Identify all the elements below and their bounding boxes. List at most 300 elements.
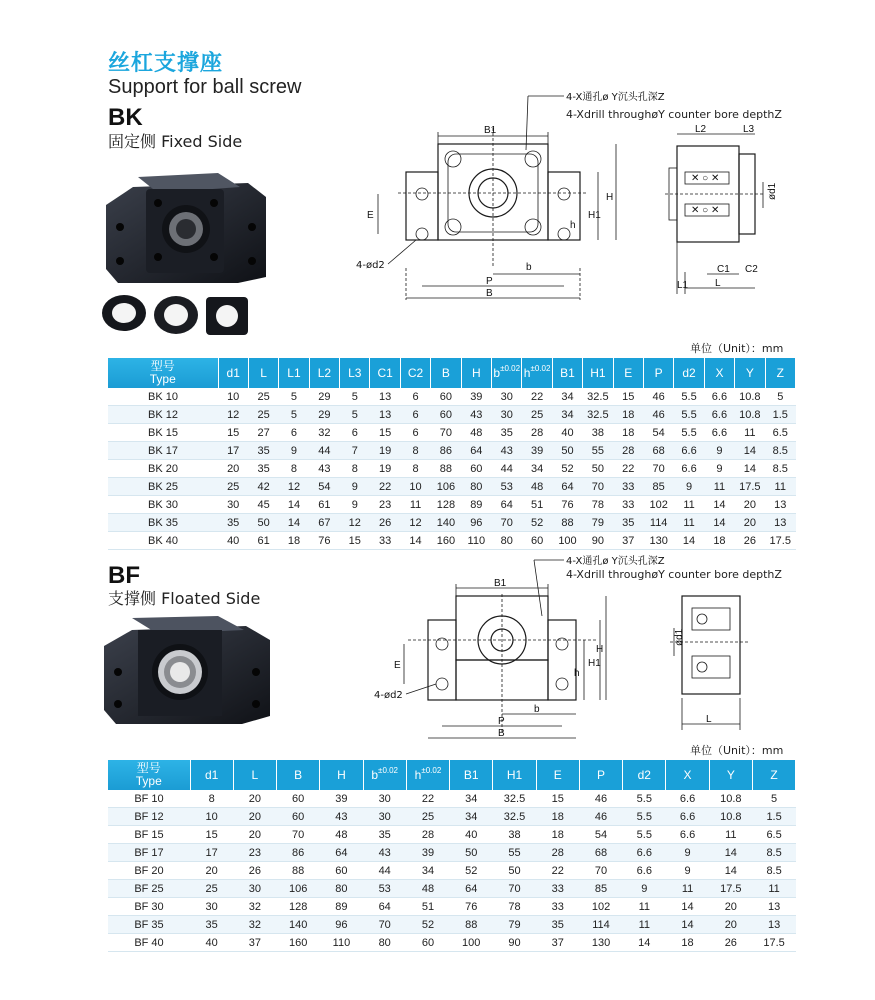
bk-value-cell: 23	[370, 496, 400, 514]
bk-value-cell: 20	[735, 514, 765, 532]
bf-value-cell: 30	[233, 880, 276, 898]
bk-value-cell: 110	[461, 532, 491, 550]
bk-value-cell: 88	[431, 460, 461, 478]
bf-value-cell: 5	[752, 790, 795, 808]
bf-dim-h1: H1	[588, 658, 601, 669]
bk-value-cell: 32.5	[583, 406, 613, 424]
bk-value-cell: 70	[643, 460, 673, 478]
bk-value-cell: 13	[370, 388, 400, 406]
bk-type-cell: BK 20	[108, 460, 218, 478]
bk-table-header	[108, 358, 796, 388]
bk-value-cell: 35	[248, 442, 278, 460]
bk-col-type: 型号 Type	[108, 358, 218, 388]
bk-col-header: Y	[735, 358, 765, 388]
bk-value-cell: 18	[704, 532, 734, 550]
bf-type-cell: BF 35	[108, 916, 190, 934]
bk-value-cell: 29	[309, 406, 339, 424]
bk-value-cell: 25	[248, 406, 278, 424]
bk-col-header: B	[431, 358, 461, 388]
bf-dim-h: h	[574, 668, 580, 679]
bk-value-cell: 38	[583, 424, 613, 442]
bk-value-cell: 53	[492, 478, 522, 496]
bk-value-cell: 64	[461, 442, 491, 460]
bf-value-cell: 50	[450, 844, 493, 862]
bk-hole-label: 4-ød2	[356, 260, 385, 271]
bk-value-cell: 19	[370, 460, 400, 478]
bk-value-cell: 6	[340, 424, 370, 442]
bf-table-row	[108, 862, 796, 880]
bf-value-cell: 85	[579, 880, 622, 898]
bk-value-cell: 79	[583, 514, 613, 532]
bk-value-cell: 12	[279, 478, 309, 496]
bf-value-cell: 1.5	[752, 808, 795, 826]
bf-value-cell: 68	[579, 844, 622, 862]
bk-value-cell: 20	[735, 496, 765, 514]
bf-value-cell: 50	[493, 862, 536, 880]
bf-value-cell: 6.6	[666, 826, 709, 844]
bk-value-cell: 100	[552, 532, 582, 550]
bk-value-cell: 1.5	[765, 406, 795, 424]
bk-value-cell: 50	[583, 460, 613, 478]
bk-value-cell: 37	[613, 532, 643, 550]
bk-value-cell: 60	[431, 406, 461, 424]
bf-value-cell: 32	[233, 898, 276, 916]
bf-value-cell: 20	[233, 826, 276, 844]
bf-col-header: d2	[623, 760, 666, 790]
bk-value-cell: 96	[461, 514, 491, 532]
bk-value-cell: 33	[613, 496, 643, 514]
bk-value-cell: 9	[704, 442, 734, 460]
bk-value-cell: 19	[370, 442, 400, 460]
bf-value-cell: 46	[579, 808, 622, 826]
bk-value-cell: 130	[643, 532, 673, 550]
bk-col-header: Z	[765, 358, 795, 388]
bk-value-cell: 17.5	[765, 532, 795, 550]
bk-value-cell: 54	[309, 478, 339, 496]
bk-value-cell: 20	[218, 460, 248, 478]
bk-value-cell: 14	[279, 514, 309, 532]
bk-value-cell: 14	[704, 514, 734, 532]
bk-value-cell: 22	[370, 478, 400, 496]
bk-value-cell: 29	[309, 388, 339, 406]
bf-value-cell: 51	[406, 898, 449, 916]
bk-unit-label: 单位（Unit）：mm	[690, 342, 784, 355]
bk-value-cell: 28	[522, 424, 552, 442]
bf-value-cell: 53	[363, 880, 406, 898]
bk-col-header: C2	[400, 358, 430, 388]
bf-dim-b1: B1	[494, 578, 507, 589]
page-title-en: Support for ball screw	[108, 76, 302, 98]
bf-value-cell: 28	[536, 844, 579, 862]
bk-front-view-drawing	[348, 88, 665, 310]
bk-value-cell: 13	[765, 514, 795, 532]
bk-value-cell: 39	[522, 442, 552, 460]
bk-value-cell: 52	[522, 514, 552, 532]
bf-value-cell: 20	[190, 862, 233, 880]
bf-value-cell: 76	[450, 898, 493, 916]
bk-type-cell: BK 25	[108, 478, 218, 496]
bk-value-cell: 30	[492, 388, 522, 406]
bk-value-cell: 5.5	[674, 406, 704, 424]
bk-value-cell: 11	[400, 496, 430, 514]
bk-value-cell: 12	[218, 406, 248, 424]
bk-value-cell: 8	[400, 442, 430, 460]
bk-type-cell: BK 10	[108, 388, 218, 406]
bf-type-cell: BF 15	[108, 826, 190, 844]
bk-value-cell: 5	[340, 388, 370, 406]
bf-value-cell: 43	[363, 844, 406, 862]
bk-value-cell: 9	[704, 460, 734, 478]
bk-dim-c2: C2	[745, 264, 758, 275]
bf-dim-d1: ød1	[674, 628, 685, 646]
bk-value-cell: 8.5	[765, 442, 795, 460]
bk-value-cell: 22	[613, 460, 643, 478]
bk-value-cell: 46	[643, 388, 673, 406]
bf-col-header: E	[536, 760, 579, 790]
bk-value-cell: 25	[522, 406, 552, 424]
bf-dim-b: b	[534, 704, 540, 715]
bk-value-cell: 42	[248, 478, 278, 496]
bf-value-cell: 28	[406, 826, 449, 844]
bf-value-cell: 23	[233, 844, 276, 862]
bk-dim-l: L	[715, 278, 721, 289]
bk-value-cell: 43	[309, 460, 339, 478]
bk-value-cell: 9	[279, 442, 309, 460]
bf-table-header	[108, 760, 796, 790]
bk-value-cell: 5	[279, 388, 309, 406]
bf-col-header: Y	[709, 760, 752, 790]
bf-value-cell: 14	[623, 934, 666, 952]
bf-value-cell: 90	[493, 934, 536, 952]
bk-value-cell: 35	[218, 514, 248, 532]
bf-side-view-drawing	[662, 590, 752, 740]
bf-value-cell: 5.5	[623, 790, 666, 808]
bk-value-cell: 6.5	[765, 424, 795, 442]
bk-value-cell: 28	[613, 442, 643, 460]
bf-type-cell: BF 12	[108, 808, 190, 826]
bk-value-cell: 60	[522, 532, 552, 550]
bk-value-cell: 35	[613, 514, 643, 532]
bk-table-row	[108, 406, 796, 424]
bf-value-cell: 30	[190, 898, 233, 916]
bk-value-cell: 78	[583, 496, 613, 514]
bf-value-cell: 6.6	[666, 790, 709, 808]
bk-value-cell: 7	[340, 442, 370, 460]
bk-type-cell: BK 35	[108, 514, 218, 532]
bk-value-cell: 61	[309, 496, 339, 514]
bk-value-cell: 43	[461, 406, 491, 424]
bf-col-header: H1	[493, 760, 536, 790]
bk-value-cell: 76	[309, 532, 339, 550]
bf-value-cell: 17.5	[709, 880, 752, 898]
bk-value-cell: 8	[279, 460, 309, 478]
bf-value-cell: 33	[536, 880, 579, 898]
bk-value-cell: 6.6	[704, 424, 734, 442]
bk-value-cell: 48	[461, 424, 491, 442]
bk-value-cell: 33	[613, 478, 643, 496]
bf-table-row	[108, 898, 796, 916]
bk-value-cell: 64	[492, 496, 522, 514]
bk-value-cell: 33	[370, 532, 400, 550]
bk-value-cell: 44	[492, 460, 522, 478]
bf-col-header: Z	[752, 760, 795, 790]
bf-dim-e: E	[394, 660, 401, 671]
bk-dim-b1: B1	[484, 125, 497, 136]
bf-hole-label: 4-ød2	[374, 690, 403, 701]
bk-value-cell: 128	[431, 496, 461, 514]
bk-value-cell: 10.8	[735, 406, 765, 424]
bk-col-header: L1	[279, 358, 309, 388]
bk-col-header: $b^{\pm 0.02}$	[492, 358, 522, 388]
bf-value-cell: 9	[623, 880, 666, 898]
bk-dim-hh: H	[606, 192, 614, 203]
bk-value-cell: 18	[613, 406, 643, 424]
bk-note-en: 4-Xdrill throughøY counter bore depthZ	[566, 108, 782, 121]
bf-value-cell: 20	[709, 916, 752, 934]
bk-value-cell: 13	[765, 496, 795, 514]
bk-col-header: C1	[370, 358, 400, 388]
bf-table-row	[108, 880, 796, 898]
bk-dim-c1: C1	[717, 264, 730, 275]
bk-value-cell: 86	[431, 442, 461, 460]
bk-type-cell: BK 12	[108, 406, 218, 424]
bf-value-cell: 128	[277, 898, 320, 916]
bf-value-cell: 60	[277, 808, 320, 826]
bf-value-cell: 32.5	[493, 790, 536, 808]
bf-value-cell: 22	[406, 790, 449, 808]
bf-value-cell: 78	[493, 898, 536, 916]
bf-product-photo	[98, 612, 283, 737]
bf-col-type: 型号 Type	[108, 760, 190, 790]
bk-value-cell: 61	[248, 532, 278, 550]
bf-value-cell: 35	[536, 916, 579, 934]
bf-value-cell: 34	[450, 808, 493, 826]
bk-value-cell: 5	[765, 388, 795, 406]
bf-value-cell: 30	[363, 790, 406, 808]
bf-value-cell: 26	[709, 934, 752, 952]
bk-value-cell: 9	[340, 478, 370, 496]
bf-value-cell: 100	[450, 934, 493, 952]
bk-table-row	[108, 460, 796, 478]
bk-value-cell: 17.5	[735, 478, 765, 496]
bk-value-cell: 14	[279, 496, 309, 514]
bf-value-cell: 35	[190, 916, 233, 934]
bf-value-cell: 18	[536, 826, 579, 844]
bk-value-cell: 55	[583, 442, 613, 460]
bk-col-header: H	[461, 358, 491, 388]
bk-value-cell: 76	[552, 496, 582, 514]
bk-value-cell: 15	[613, 388, 643, 406]
bf-dim-l: L	[706, 714, 712, 725]
bk-col-header: d1	[218, 358, 248, 388]
bk-value-cell: 11	[674, 496, 704, 514]
bk-value-cell: 70	[492, 514, 522, 532]
bk-value-cell: 50	[552, 442, 582, 460]
bk-value-cell: 26	[735, 532, 765, 550]
bk-value-cell: 34	[552, 388, 582, 406]
bk-table-row	[108, 496, 796, 514]
bf-value-cell: 38	[493, 826, 536, 844]
bk-value-cell: 27	[248, 424, 278, 442]
svg-text:✕ ○ ✕: ✕ ○ ✕	[691, 205, 720, 216]
bf-table-row	[108, 844, 796, 862]
bk-value-cell: 25	[248, 388, 278, 406]
bf-col-header: B	[277, 760, 320, 790]
bf-type-cell: BF 25	[108, 880, 190, 898]
bk-value-cell: 5	[279, 406, 309, 424]
bf-value-cell: 88	[450, 916, 493, 934]
bk-value-cell: 30	[218, 496, 248, 514]
bf-value-cell: 44	[363, 862, 406, 880]
bf-value-cell: 86	[277, 844, 320, 862]
bf-value-cell: 35	[363, 826, 406, 844]
bf-value-cell: 20	[233, 790, 276, 808]
bf-type-cell: BF 10	[108, 790, 190, 808]
bk-value-cell: 51	[522, 496, 552, 514]
bf-value-cell: 34	[450, 790, 493, 808]
bk-value-cell: 40	[552, 424, 582, 442]
bk-value-cell: 6	[400, 406, 430, 424]
bf-value-cell: 22	[536, 862, 579, 880]
bk-note-cn: 4-X通孔ø Y沉头孔深Z	[566, 92, 665, 103]
bf-value-cell: 88	[277, 862, 320, 880]
bk-value-cell: 14	[674, 532, 704, 550]
bf-value-cell: 9	[666, 844, 709, 862]
bf-value-cell: 6.6	[623, 844, 666, 862]
bk-value-cell: 18	[613, 424, 643, 442]
bf-dim-hh: H	[596, 644, 604, 655]
bf-spec-table	[108, 760, 796, 952]
bk-value-cell: 15	[218, 424, 248, 442]
bk-value-cell: 6.6	[704, 406, 734, 424]
bf-col-header: $b^{\pm 0.02}$	[363, 760, 406, 790]
bk-value-cell: 14	[400, 532, 430, 550]
bf-value-cell: 46	[579, 790, 622, 808]
bf-col-header: P	[579, 760, 622, 790]
bk-value-cell: 160	[431, 532, 461, 550]
bf-value-cell: 33	[536, 898, 579, 916]
bf-value-cell: 60	[277, 790, 320, 808]
bf-col-header: L	[233, 760, 276, 790]
bf-value-cell: 11	[752, 880, 795, 898]
bk-value-cell: 11	[674, 514, 704, 532]
bk-table-row	[108, 514, 796, 532]
bf-value-cell: 11	[666, 880, 709, 898]
bf-value-cell: 9	[666, 862, 709, 880]
bf-col-header: B1	[450, 760, 493, 790]
bk-table-row	[108, 424, 796, 442]
bf-col-header: d1	[190, 760, 233, 790]
bf-value-cell: 25	[406, 808, 449, 826]
bk-value-cell: 6.6	[674, 460, 704, 478]
bk-value-cell: 35	[248, 460, 278, 478]
bf-value-cell: 11	[709, 826, 752, 844]
bk-value-cell: 6.6	[704, 388, 734, 406]
bk-value-cell: 6	[400, 424, 430, 442]
bk-col-header: L2	[309, 358, 339, 388]
bk-value-cell: 22	[522, 388, 552, 406]
bk-value-cell: 35	[492, 424, 522, 442]
bk-value-cell: 67	[309, 514, 339, 532]
bk-value-cell: 26	[370, 514, 400, 532]
bk-value-cell: 11	[765, 478, 795, 496]
bf-table-row	[108, 826, 796, 844]
bk-value-cell: 106	[431, 478, 461, 496]
bk-value-cell: 34	[522, 460, 552, 478]
bf-value-cell: 10.8	[709, 790, 752, 808]
bf-note-cn: 4-X通孔ø Y沉头孔深Z	[566, 556, 665, 567]
bf-model-heading: BF	[108, 562, 140, 589]
bf-value-cell: 30	[363, 808, 406, 826]
bf-value-cell: 70	[493, 880, 536, 898]
bf-value-cell: 160	[277, 934, 320, 952]
bk-table-row	[108, 388, 796, 406]
bf-type-cell: BF 17	[108, 844, 190, 862]
bf-value-cell: 13	[752, 916, 795, 934]
bk-value-cell: 8	[400, 460, 430, 478]
bk-value-cell: 50	[248, 514, 278, 532]
bk-value-cell: 68	[643, 442, 673, 460]
bf-value-cell: 14	[709, 862, 752, 880]
page-title-cn: 丝杠支撑座	[108, 51, 224, 76]
bk-value-cell: 34	[552, 406, 582, 424]
bk-type-cell: BK 30	[108, 496, 218, 514]
bk-value-cell: 88	[552, 514, 582, 532]
bf-value-cell: 8.5	[752, 844, 795, 862]
bf-value-cell: 64	[363, 898, 406, 916]
bk-value-cell: 15	[370, 424, 400, 442]
bk-col-header: P	[643, 358, 673, 388]
bk-value-cell: 6	[279, 424, 309, 442]
bk-value-cell: 43	[492, 442, 522, 460]
bk-table-row	[108, 442, 796, 460]
bf-value-cell: 79	[493, 916, 536, 934]
bf-value-cell: 64	[320, 844, 363, 862]
bk-value-cell: 11	[735, 424, 765, 442]
bk-value-cell: 8.5	[765, 460, 795, 478]
bk-dim-l2: L2	[695, 124, 707, 135]
bf-value-cell: 6.6	[666, 808, 709, 826]
bk-value-cell: 6.6	[674, 442, 704, 460]
bk-value-cell: 45	[248, 496, 278, 514]
bk-col-header: B1	[552, 358, 582, 388]
bk-value-cell: 6	[400, 388, 430, 406]
bf-value-cell: 70	[363, 916, 406, 934]
bk-spec-table	[108, 358, 796, 550]
bk-table-body	[108, 388, 796, 550]
bf-value-cell: 106	[277, 880, 320, 898]
bf-value-cell: 96	[320, 916, 363, 934]
bk-value-cell: 10	[400, 478, 430, 496]
bk-value-cell: 15	[340, 532, 370, 550]
bk-value-cell: 25	[218, 478, 248, 496]
bk-value-cell: 10.8	[735, 388, 765, 406]
bk-value-cell: 46	[643, 406, 673, 424]
bk-value-cell: 85	[643, 478, 673, 496]
bk-value-cell: 5	[340, 406, 370, 424]
bf-table-row	[108, 808, 796, 826]
bf-unit-label: 单位（Unit）：mm	[690, 744, 784, 757]
bk-col-header: L3	[340, 358, 370, 388]
bk-col-header: L	[248, 358, 278, 388]
bf-value-cell: 20	[233, 808, 276, 826]
bk-dim-l1: L1	[677, 280, 689, 291]
bk-value-cell: 5.5	[674, 424, 704, 442]
bk-value-cell: 17	[218, 442, 248, 460]
bf-value-cell: 26	[233, 862, 276, 880]
bk-type-cell: BK 40	[108, 532, 218, 550]
bk-dim-e: E	[367, 210, 374, 221]
